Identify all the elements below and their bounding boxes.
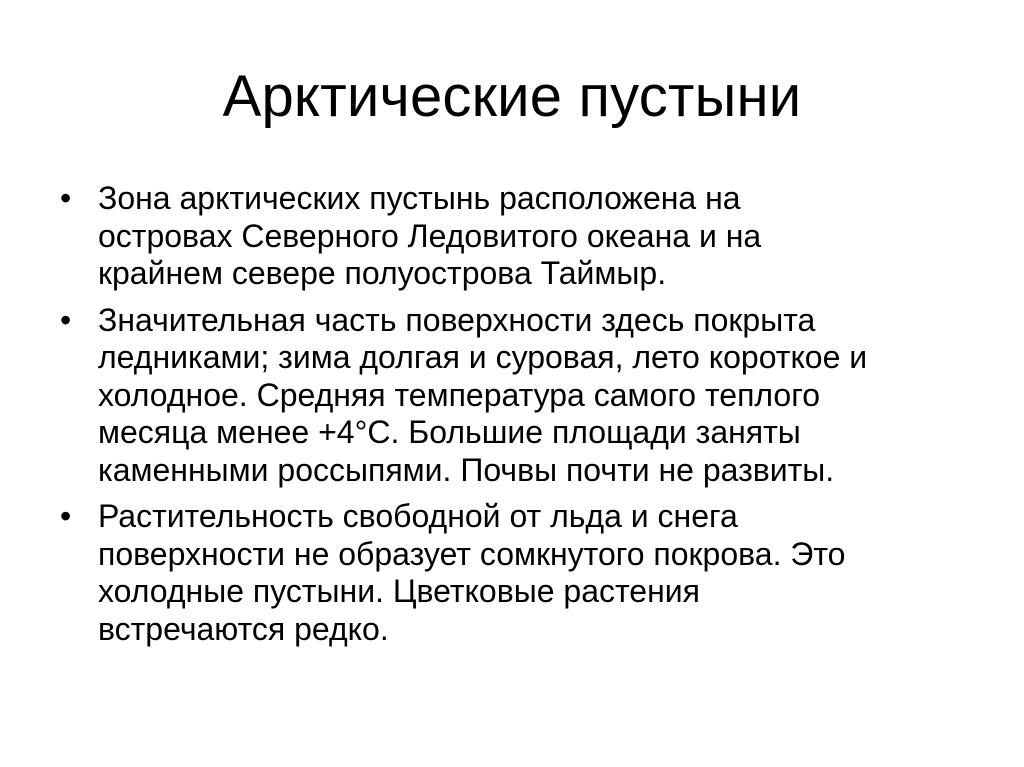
bullet-line: островах Северного Ледовитого океана и на — [98, 217, 762, 254]
bullet-line: ледниками; зима долгая и суровая, лето короткое и — [98, 339, 868, 375]
bullet-dot-icon: • — [60, 180, 72, 216]
bullet-item-2 — [60, 302, 980, 490]
bullet-item-3 — [60, 498, 980, 648]
bullet-text — [98, 180, 980, 293]
bullet-line: Значительная часть поверхности здесь покрыта — [98, 301, 816, 338]
bullet-line: месяца менее +4°С. Большие площади заняты — [98, 414, 801, 450]
bullet-text — [98, 498, 980, 648]
bullet-line: каменными россыпями. Почвы почти не развиты. — [98, 451, 835, 488]
bullet-line: встречаются редко. — [98, 610, 389, 647]
bullet-dot-icon: • — [60, 498, 72, 534]
bullet-dot-icon: • — [60, 301, 72, 338]
bullet-line: Зона арктических пустынь расположена на — [98, 180, 741, 216]
bullet-line: крайнем севере полуострова Таймыр. — [98, 255, 667, 291]
slide-title: Арктические пустыни — [222, 64, 802, 129]
bullet-item-1 — [60, 180, 980, 293]
bullet-line: холодные пустыни. Цветковые растения — [98, 573, 700, 609]
bullet-line: Растительность свободной от льда и снега — [98, 498, 738, 534]
bullet-line: поверхности не образует сомкнутого покрова. Это — [98, 535, 846, 572]
bullet-line: холодное. Средняя температура самого теплого — [98, 376, 820, 413]
bullet-text — [98, 302, 980, 490]
bullet-list — [60, 180, 980, 657]
